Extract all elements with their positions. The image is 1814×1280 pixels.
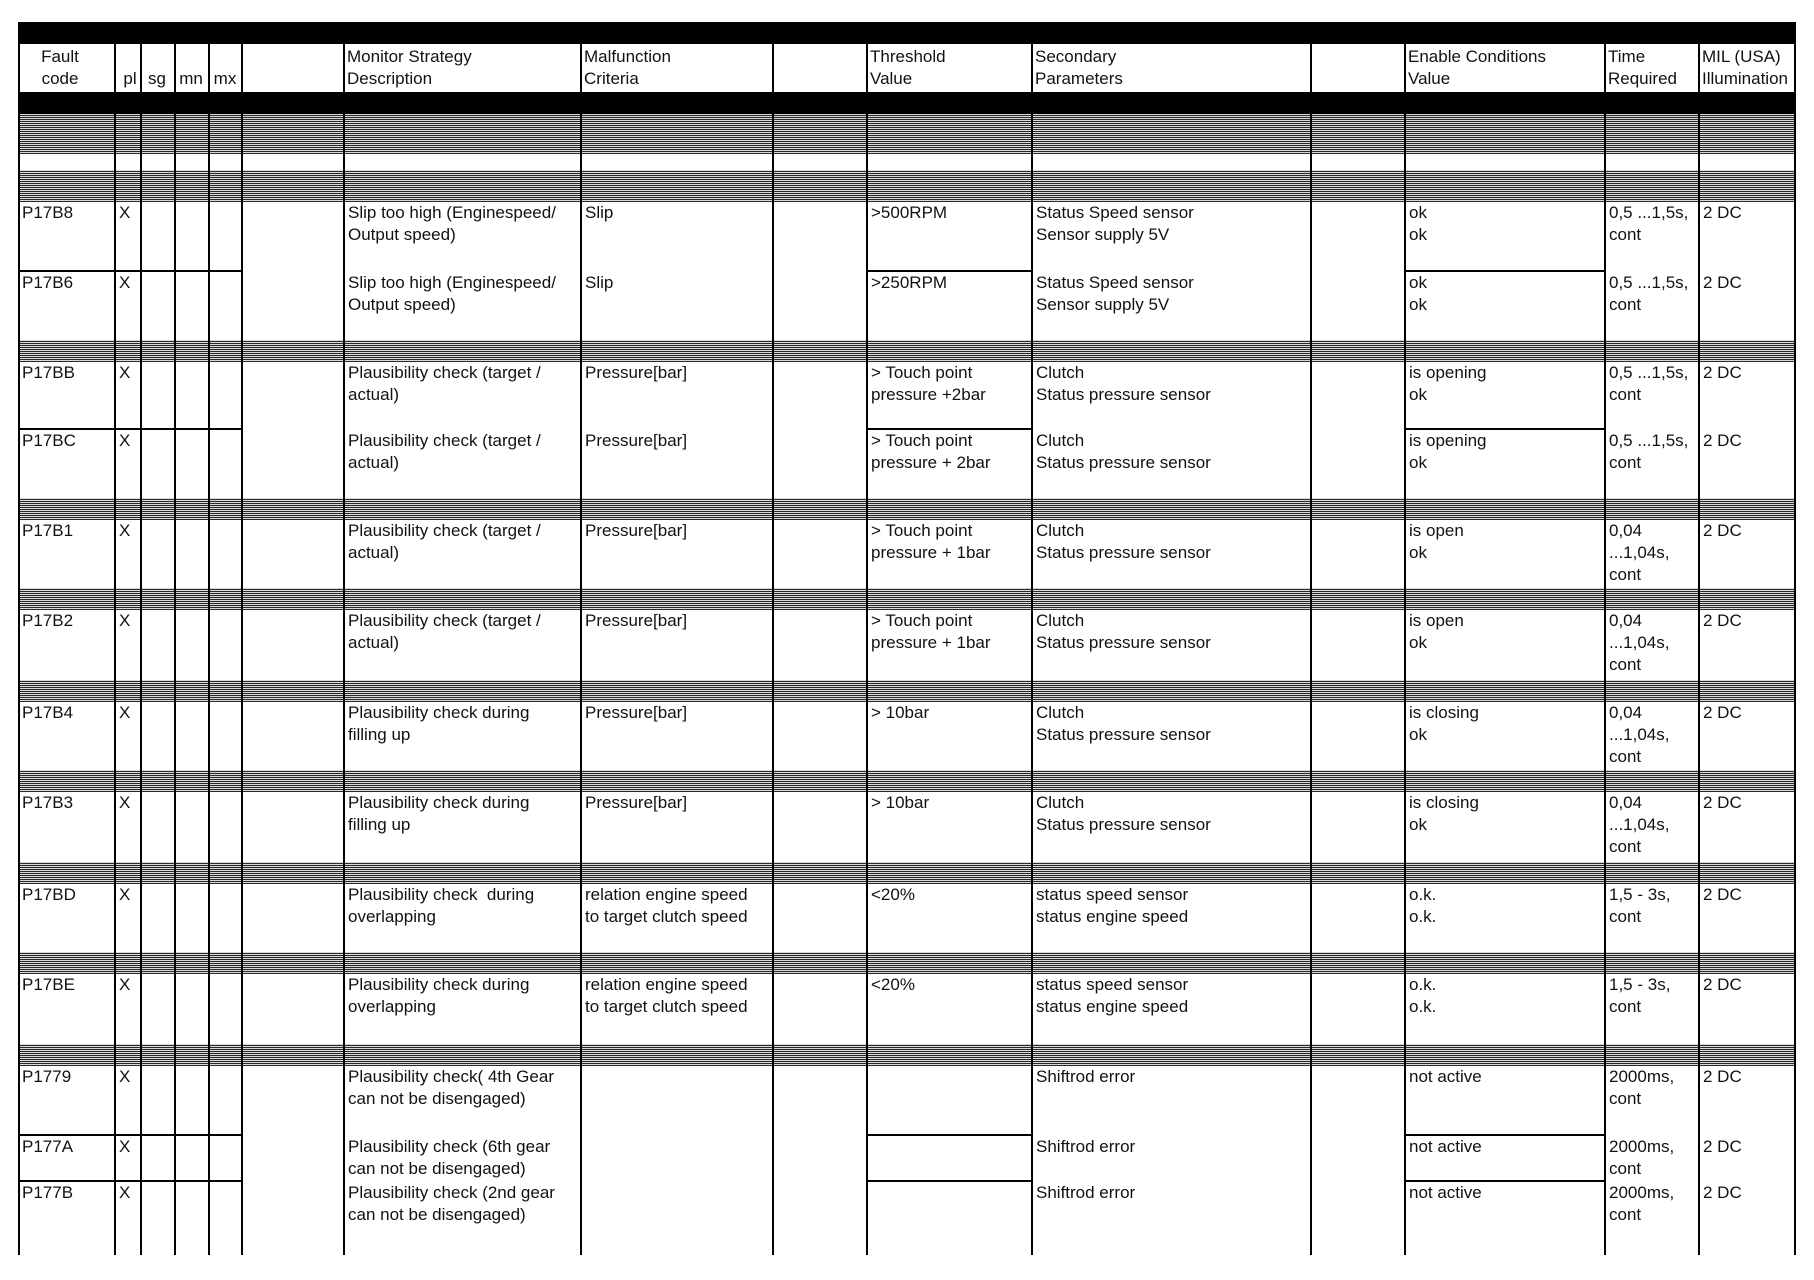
header-threshold: Threshold Value: [870, 47, 946, 88]
fault-code: P177A: [22, 1137, 74, 1156]
column-line: [208, 44, 210, 1255]
pl-mark: X: [119, 703, 131, 722]
column-line: [343, 44, 345, 1255]
mil-illumination: 2 DC: [1703, 363, 1742, 382]
threshold-value: > Touch point pressure + 2bar: [871, 431, 991, 472]
header-secondary: Secondary Parameters: [1035, 47, 1123, 88]
time-required: 0,04 ...1,04s, cont: [1609, 521, 1670, 584]
malfunction-criteria: Pressure[bar]: [585, 521, 688, 540]
monitor-description: Slip too high (Enginespeed/ Output speed): [348, 203, 556, 244]
header-pl: pl: [123, 69, 137, 88]
mil-illumination: 2 DC: [1703, 793, 1742, 812]
row-separator-band: [18, 170, 1796, 202]
header-enable: Enable Conditions Value: [1408, 47, 1546, 88]
row-divider: [866, 1134, 1033, 1136]
row-separator-band: [18, 588, 1796, 610]
monitor-description: Plausibility check (2nd gear can not be disengaged): [348, 1183, 555, 1224]
time-required: 0,04 ...1,04s, cont: [1609, 703, 1670, 766]
monitor-description: Plausibility check during filling up: [348, 793, 530, 834]
mil-illumination: 2 DC: [1703, 203, 1742, 222]
pl-mark: X: [119, 793, 131, 812]
enable-value: is opening ok: [1409, 431, 1487, 472]
threshold-value: >250RPM: [871, 273, 948, 292]
monitor-description: Plausibility check during filling up: [348, 703, 530, 744]
row-divider: [1404, 270, 1606, 272]
header-fault-code: Fault code: [41, 47, 79, 88]
header-black-band: [18, 92, 1796, 114]
secondary-parameters: Clutch Status pressure sensor: [1036, 363, 1211, 404]
fault-code: P1779: [22, 1067, 72, 1086]
header-malfunction: Malfunction Criteria: [584, 47, 671, 88]
top-black-bar: [18, 22, 1796, 44]
mil-illumination: 2 DC: [1703, 611, 1742, 630]
enable-value: ok ok: [1409, 273, 1427, 314]
enable-value: o.k. o.k.: [1409, 885, 1437, 926]
fault-code: P17BE: [22, 975, 75, 994]
enable-value: not active: [1409, 1137, 1482, 1156]
column-line: [1404, 44, 1406, 1255]
mil-illumination: 2 DC: [1703, 1183, 1742, 1202]
pl-mark: X: [119, 521, 131, 540]
column-line: [140, 44, 142, 1255]
time-required: 0,5 ...1,5s, cont: [1609, 363, 1689, 404]
row-separator-band: [18, 770, 1796, 792]
row-divider: [866, 1180, 1033, 1182]
time-required: 1,5 - 3s, cont: [1609, 885, 1671, 926]
secondary-parameters: Status Speed sensor Sensor supply 5V: [1036, 203, 1194, 244]
fault-code: P17BB: [22, 363, 75, 382]
monitor-description: Plausibility check (target / actual): [348, 431, 541, 472]
fault-code: P17BD: [22, 885, 76, 904]
time-required: 0,5 ...1,5s, cont: [1609, 431, 1689, 472]
header-mx: mx: [213, 69, 237, 88]
enable-value: is opening ok: [1409, 363, 1487, 404]
pl-mark: X: [119, 203, 131, 222]
fault-code: P17B3: [22, 793, 74, 812]
monitor-description: Slip too high (Enginespeed/ Output speed): [348, 273, 556, 314]
column-line: [1604, 44, 1606, 1255]
monitor-description: Plausibility check (target / actual): [348, 363, 541, 404]
malfunction-criteria: relation engine speed to target clutch speed: [585, 885, 748, 926]
row-separator-band: [18, 862, 1796, 884]
row-separator-band: [18, 952, 1796, 974]
secondary-parameters: Shiftrod error: [1036, 1067, 1136, 1086]
time-required: 1,5 - 3s, cont: [1609, 975, 1671, 1016]
mil-illumination: 2 DC: [1703, 431, 1742, 450]
enable-value: is closing ok: [1409, 793, 1479, 834]
column-line: [1698, 44, 1700, 1255]
malfunction-criteria: Pressure[bar]: [585, 363, 688, 382]
enable-value: is open ok: [1409, 611, 1464, 652]
column-line: [580, 44, 582, 1255]
time-required: 2000ms, cont: [1609, 1067, 1675, 1108]
enable-value: is open ok: [1409, 521, 1464, 562]
fault-code: P17B2: [22, 611, 74, 630]
header-mn: mn: [179, 69, 203, 88]
header-time: Time Required: [1608, 47, 1677, 88]
secondary-parameters: Status Speed sensor Sensor supply 5V: [1036, 273, 1194, 314]
malfunction-criteria: Slip: [585, 273, 614, 292]
pl-mark: X: [119, 273, 131, 292]
threshold-value: > Touch point pressure +2bar: [871, 363, 986, 404]
secondary-parameters: Clutch Status pressure sensor: [1036, 431, 1211, 472]
threshold-value: > Touch point pressure + 1bar: [871, 521, 991, 562]
malfunction-criteria: Pressure[bar]: [585, 703, 688, 722]
threshold-value: > Touch point pressure + 1bar: [871, 611, 991, 652]
pl-mark: X: [119, 1183, 131, 1202]
column-line: [18, 44, 20, 1255]
enable-value: is closing ok: [1409, 703, 1479, 744]
monitor-description: Plausibility check (6th gear can not be disengaged): [348, 1137, 551, 1178]
time-required: 0,04 ...1,04s, cont: [1609, 611, 1670, 674]
secondary-parameters: Shiftrod error: [1036, 1137, 1136, 1156]
time-required: 2000ms, cont: [1609, 1183, 1675, 1224]
threshold-value: > 10bar: [871, 793, 930, 812]
column-line: [174, 44, 176, 1255]
pl-mark: X: [119, 1137, 131, 1156]
pl-mark: X: [119, 1067, 131, 1086]
malfunction-criteria: Pressure[bar]: [585, 611, 688, 630]
mil-illumination: 2 DC: [1703, 885, 1742, 904]
row-separator-band: [18, 340, 1796, 362]
column-line: [1310, 44, 1312, 1255]
row-separator-band: [18, 498, 1796, 520]
fault-code: P17B8: [22, 203, 74, 222]
threshold-value: <20%: [871, 885, 915, 904]
enable-value: not active: [1409, 1183, 1482, 1202]
threshold-value: <20%: [871, 975, 915, 994]
mil-illumination: 2 DC: [1703, 975, 1742, 994]
column-line: [1794, 44, 1796, 1255]
secondary-parameters: status speed sensor status engine speed: [1036, 975, 1189, 1016]
column-line: [866, 44, 868, 1255]
fault-code-table: [18, 22, 1796, 1255]
secondary-parameters: Shiftrod error: [1036, 1183, 1136, 1202]
row-separator-band: [18, 1044, 1796, 1066]
enable-value: ok ok: [1409, 203, 1427, 244]
column-line: [1031, 44, 1033, 1255]
mil-illumination: 2 DC: [1703, 1067, 1742, 1086]
malfunction-criteria: Slip: [585, 203, 614, 222]
header-mil: MIL (USA) Illumination: [1702, 47, 1788, 88]
secondary-parameters: status speed sensor status engine speed: [1036, 885, 1189, 926]
monitor-description: Plausibility check during overlapping: [348, 975, 530, 1016]
enable-value: o.k. o.k.: [1409, 975, 1437, 1016]
header-monitor: Monitor Strategy Description: [347, 47, 472, 88]
malfunction-criteria: Pressure[bar]: [585, 793, 688, 812]
time-required: 2000ms, cont: [1609, 1137, 1675, 1178]
column-line: [772, 44, 774, 1255]
fault-code: P17B4: [22, 703, 74, 722]
column-line: [241, 44, 243, 1255]
fault-code: P177B: [22, 1183, 74, 1202]
time-required: 0,5 ...1,5s, cont: [1609, 203, 1689, 244]
pl-mark: X: [119, 431, 131, 450]
fault-code: P17BC: [22, 431, 76, 450]
column-line: [114, 44, 116, 1255]
pl-mark: X: [119, 975, 131, 994]
monitor-description: Plausibility check (target / actual): [348, 521, 541, 562]
header-hatch-band: [18, 114, 1796, 154]
threshold-value: >500RPM: [871, 203, 948, 222]
secondary-parameters: Clutch Status pressure sensor: [1036, 521, 1211, 562]
monitor-description: Plausibility check( 4th Gear can not be disengaged): [348, 1067, 554, 1108]
pl-mark: X: [119, 363, 131, 382]
secondary-parameters: Clutch Status pressure sensor: [1036, 611, 1211, 652]
fault-code: P17B1: [22, 521, 74, 540]
enable-value: not active: [1409, 1067, 1482, 1086]
secondary-parameters: Clutch Status pressure sensor: [1036, 703, 1211, 744]
mil-illumination: 2 DC: [1703, 703, 1742, 722]
mil-illumination: 2 DC: [1703, 273, 1742, 292]
mil-illumination: 2 DC: [1703, 521, 1742, 540]
threshold-value: > 10bar: [871, 703, 930, 722]
pl-mark: X: [119, 611, 131, 630]
malfunction-criteria: relation engine speed to target clutch speed: [585, 975, 748, 1016]
row-separator-band: [18, 680, 1796, 702]
pl-mark: X: [119, 885, 131, 904]
malfunction-criteria: Pressure[bar]: [585, 431, 688, 450]
header-sg: sg: [148, 69, 166, 88]
time-required: 0,04 ...1,04s, cont: [1609, 793, 1670, 856]
secondary-parameters: Clutch Status pressure sensor: [1036, 793, 1211, 834]
mil-illumination: 2 DC: [1703, 1137, 1742, 1156]
monitor-description: Plausibility check (target / actual): [348, 611, 541, 652]
monitor-description: Plausibility check during overlapping: [348, 885, 535, 926]
fault-code: P17B6: [22, 273, 74, 292]
time-required: 0,5 ...1,5s, cont: [1609, 273, 1689, 314]
